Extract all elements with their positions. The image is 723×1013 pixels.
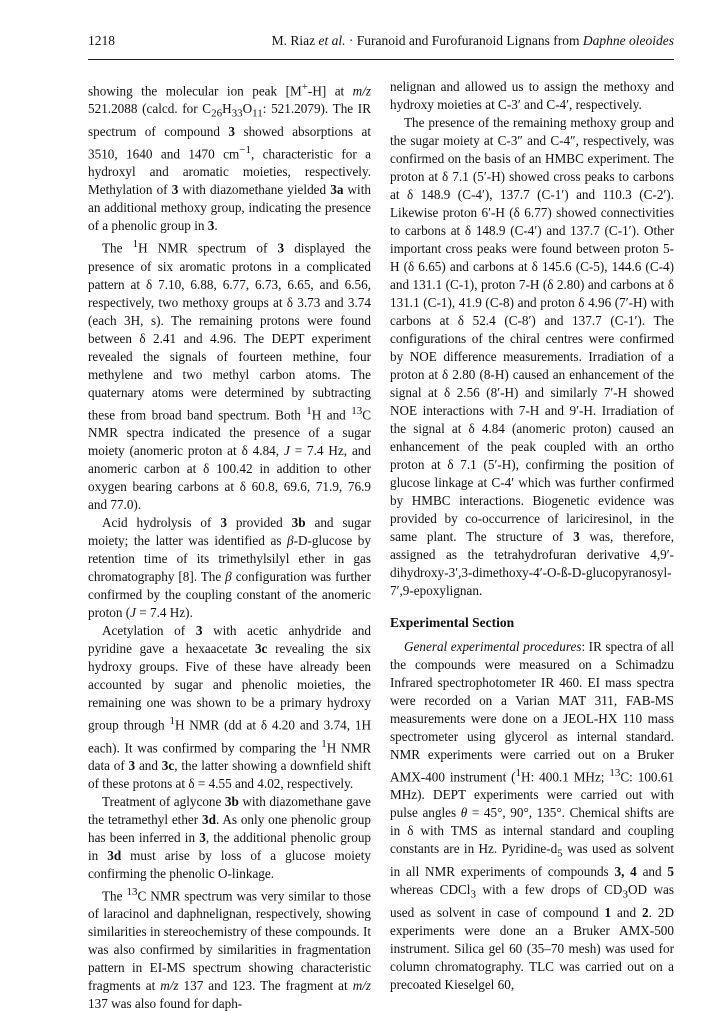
- left-column: [88, 78, 371, 1013]
- header-rule: [88, 59, 674, 60]
- paragraph-acid-hydrolysis: Acid hydrolysis of 3 provided 3b and sugar moiety; the latter was identified as β-D-glucose by retention time of its trimethylsilyl ether in gas chromatography [8]. The β configuration was further confirmed by the coupling constant of the anomeric proton (J = 7.4 Hz).: [88, 515, 371, 621]
- paragraph-hmbc: The presence of the remaining methoxy group and the sugar moiety at C-3″ and C-4″, respectively, was confirmed on the basis of an HMBC experiment. The proton at δ 7.1 (5′-H) showed cross peaks to carbons at δ 148.9 (C-4′), 137.7 (C-1′) and 110.3 (C-2′). Likewise proton 6′-H (δ 6.77) showed connectivities to carbons at δ 148.9 (C-4′) and 137.7 (C-1′). Other important cross peaks were found between proton 5-H (δ 6.65) and carbons at δ 145.6 (C-5), 144.6 (C-4) and 131.1 (C-1), proton 7-H (δ 2.80) and carbons at δ 131.1 (C-1), 41.9 (C-8) and proton δ 4.96 (7′-H) with carbons at δ 52.4 (C-8′) and 137.7 (C-1′). The configurations of the chiral centres were confirmed by NOE difference measurements. Irradiation of a proton at δ 2.80 (8-H) caused an enhancement of the signal at δ 2.56 (8′-H) and similarly 7′-H showed NOE interactions with 7-H and 9′-H. Irradiation of the signal at δ 4.84 (anomeric proton) caused an enhancement of the peak coupled with an ortho proton at δ 7.1 (5′-H), confirming the position of glucose linkage at C-4′ which was further confirmed by HMBC interactions. Biogenetic evidence was provided by co-occurrence of lariciresinol, in the same plant. The structure of 3 was, therefore, assigned as the tetrahydrofuran derivative 4,9′-dihydroxy-3′,3-dimethoxy-4′-O-ß-D-glucopyranosyl-7′,9-epoxylignan.: [390, 115, 674, 598]
- running-header: [88, 33, 674, 55]
- paragraph-continuation: nelignan and allowed us to assign the methoxy and hydroxy moieties at C-3′ and C-4′, respectively.: [390, 79, 674, 112]
- paragraph-ms-ir: showing the molecular ion peak [M+-H] at m/z 521.2088 (calcd. for $C_{26}H_{33}O_{11}$: 521.2079). The IR spectrum of compound 3 showed absorptions at 3510, 1640 and 1470 $cm^{-1}$, characteristic for a hydroxyl and aromatic moieties, respectively. Methylation of 3 with diazomethane yielded 3a with an additional methoxy group, indicating the presence of a phenolic group in 3.: [88, 81, 372, 234]
- paragraph-aglycone: Treatment of aglycone 3b with diazomethane gave the tetramethyl ether 3d. As only one phenolic group has been inferred in 3, the additional phenolic group in 3d must arise by loss of a glucose moiety confirming the phenolic O-linkage.: [88, 793, 372, 881]
- paragraph-general-procedures: General experimental procedures: IR spectra of all the compounds were measured on a Schimadzu Infrared spectrophotometer IR 460. EI mass spectra were recorded on a Varian MAT 311, FAB-MS measurements were done on a JEOL-HX 110 mass spectrometer using glycerol as internal standard. NMR experiments were carried out on a Bruker AMX-400 instrument ($^1$H: 400.1 MHz; $^{13}$C: 100.61 MHz). DEPT experiments were carried out with pulse angles θ = 45°, 90°, 135°. Chemical shifts are in δ with TMS as internal standard and coupling constants are in Hz. Pyridine-$d_5$ was used as solvent in all NMR experiments of compounds 3, 4 and 5 whereas CDCl$_3$ with a few drops of $CD_3OD$ was used as solvent in case of compound 1 and 2. 2D experiments were done an a Bruker AMX-500 instrument. Silica gel 60 (35–70 mesh) was used for column chromatography. TLC was carried out on a precoated Kieselgel 60,: [390, 639, 675, 992]
- paragraph-acetylation: Acetylation of 3 with acetic anhydride and pyridine gave a hexaacetate 3c revealing the six hydroxy groups. Five of these have already been accounted by sugar and phenolic moieties, the remaining one was shown to be a primary hydroxy group through $^1$H NMR (dd at δ 4.20 and 3.74, 1H each). It was confirmed by comparing the $^1$H NMR data of 3 and 3c, the latter showing a downfield shift of these protons at δ = 4.55 and 4.02, respectively.: [88, 623, 372, 791]
- paragraph-h-nmr: The $^1$H NMR spectrum of 3 displayed the presence of six aromatic protons in a complicated pattern at δ 7.10, 6.88, 6.77, 6.73, 6.65, and 6.56, respectively, two methoxy groups at δ 3.73 and 3.74 (each 3H, s). The remaining protons were found between δ 2.41 and 4.96. The DEPT experiment revealed the signals of fourteen methine, four methylene and two methyl carbon atoms. The quaternary atoms were determined by subtracting these from broad band spectrum. Both $^1$H and $^{13}$C NMR spectra indicated the presence of a sugar moiety (anomeric proton at δ 4.84, J = 7.4 Hz, and anomeric carbon at δ 100.42 in addition to other oxygen bearing carbons at δ 60.8, 69.6, 71.9, 76.9 and 77.0).: [88, 238, 371, 513]
- running-title: M. Riaz et al. · Furanoid and Furofuranoid Lignans from Daphne oleoides: [271, 33, 674, 48]
- paragraph-c-nmr: The $^{13}$C NMR spectrum was very similar to those of laracinol and daphnelignan, respectively, showing similarities in stereochemistry of these compounds. It was also confirmed by similarities in fragmentation pattern in EI-MS spectrum showing characteristic fragments at m/z 137 and 123. The fragment at m/z 137 was also found for daph-: [88, 885, 372, 1012]
- section-heading: Experimental Section: [390, 615, 515, 630]
- page-number: 1218: [88, 33, 115, 48]
- right-column: [390, 78, 674, 994]
